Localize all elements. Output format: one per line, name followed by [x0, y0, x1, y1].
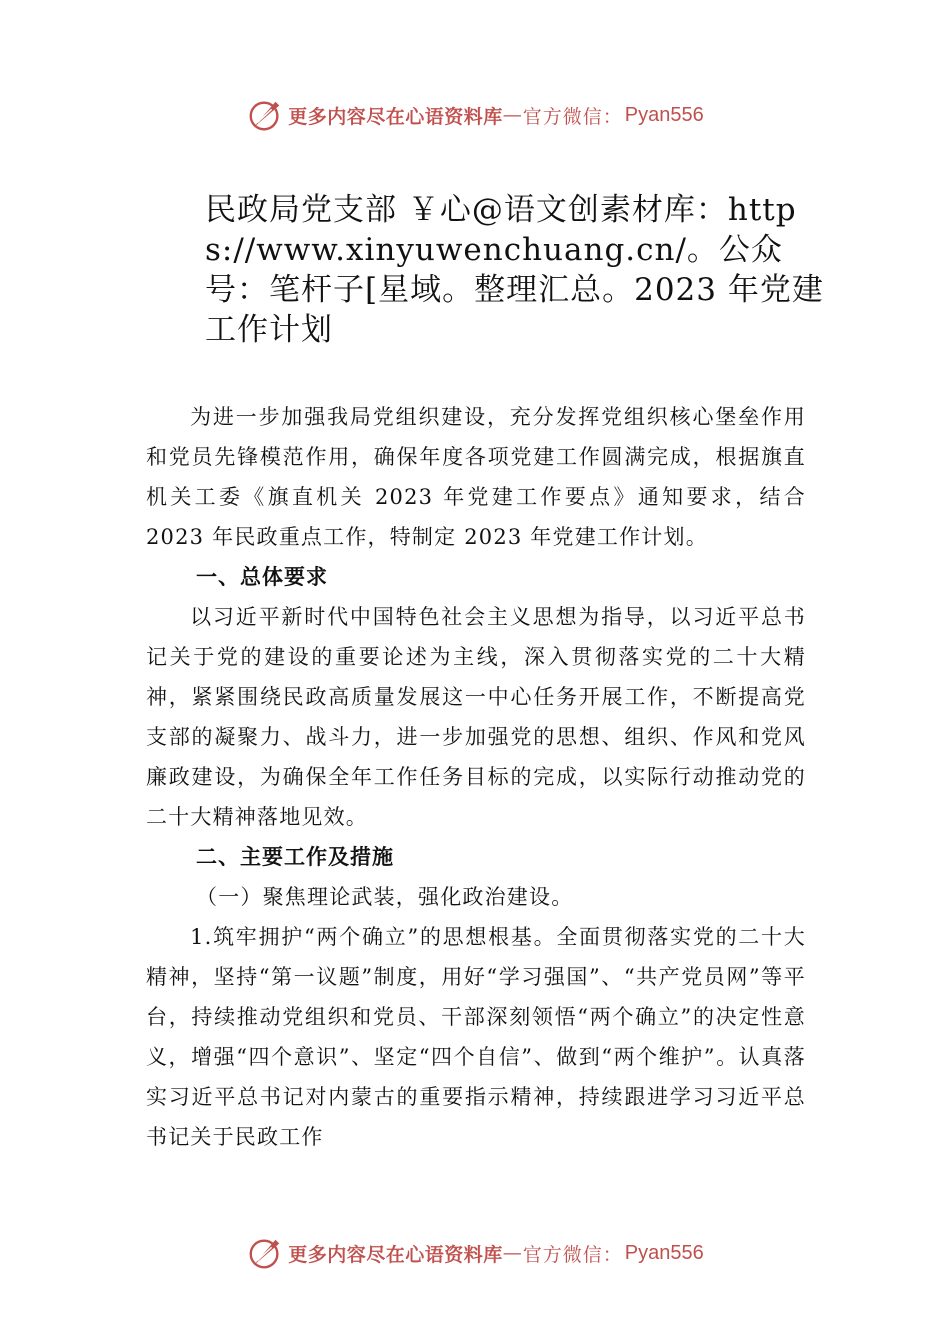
header-banner [0, 95, 950, 135]
banner-official: 官方微信： [522, 1243, 623, 1266]
document-body [146, 397, 806, 1157]
banner-official: 官方微信： [522, 105, 623, 128]
banner-dash: — [502, 1242, 523, 1264]
section-heading-general-requirements: 一、总体要求 [196, 565, 328, 589]
quill-logo-icon [246, 96, 284, 134]
banner-wechat-id: Pyan556 [624, 103, 704, 126]
section-heading-main-work: 二、主要工作及措施 [196, 845, 394, 869]
general-requirements-paragraph: 以习近平新时代中国特色社会主义思想为指导，以习近平总书记关于党的建设的重要论述为主线，深入贯彻落实党的二十大精神，紧紧围绕民政高质量发展这一中心任务开展工作，不断提高党支部的凝聚力、战斗力，进一步加强党的思想、组织、作风和党风廉政建设，为确保全年工作任务目标的完成，以实际行动推动党的二十大精神落地见效。 [146, 605, 806, 829]
banner-wechat-id: Pyan556 [624, 1241, 704, 1264]
banner-brand: 更多内容尽在心语资料库 [288, 1243, 503, 1266]
banner-brand: 更多内容尽在心语资料库 [288, 105, 503, 128]
banner-dash: — [502, 104, 523, 126]
subsection-heading-theory: （一）聚焦理论武装，强化政治建设。 [196, 885, 574, 909]
footer-banner [0, 1233, 950, 1273]
quill-logo-icon [246, 1234, 284, 1272]
item-1-paragraph: 1.筑牢拥护“两个确立”的思想根基。全面贯彻落实党的二十大精神，坚持“第一议题”制度，用好“学习强国”、“共产党员网”等平台，持续推动党组织和党员、干部深刻领悟“两个确立”的决定性意义，增强“四个意识”、坚定“四个自信”、做到“两个维护”。认真落实习近平总书记对内蒙古的重要指示精神，持续跟进学习习近平总书记关于民政工作 [146, 925, 806, 1149]
document-title: 民政局党支部 ￥心@语文创素材库：https://www.xinyuwenchuang.cn/。公众号：笔杆子[星域。整理汇总。2023 年党建工作计划 [205, 192, 824, 348]
intro-paragraph: 为进一步加强我局党组织建设，充分发挥党组织核心堡垒作用和党员先锋模范作用，确保年度各项党建工作圆满完成，根据旗直机关工委《旗直机关 2023 年党建工作要点》通知要求，结合 2023 年民政重点工作，特制定 2023 年党建工作计划。 [146, 405, 806, 549]
